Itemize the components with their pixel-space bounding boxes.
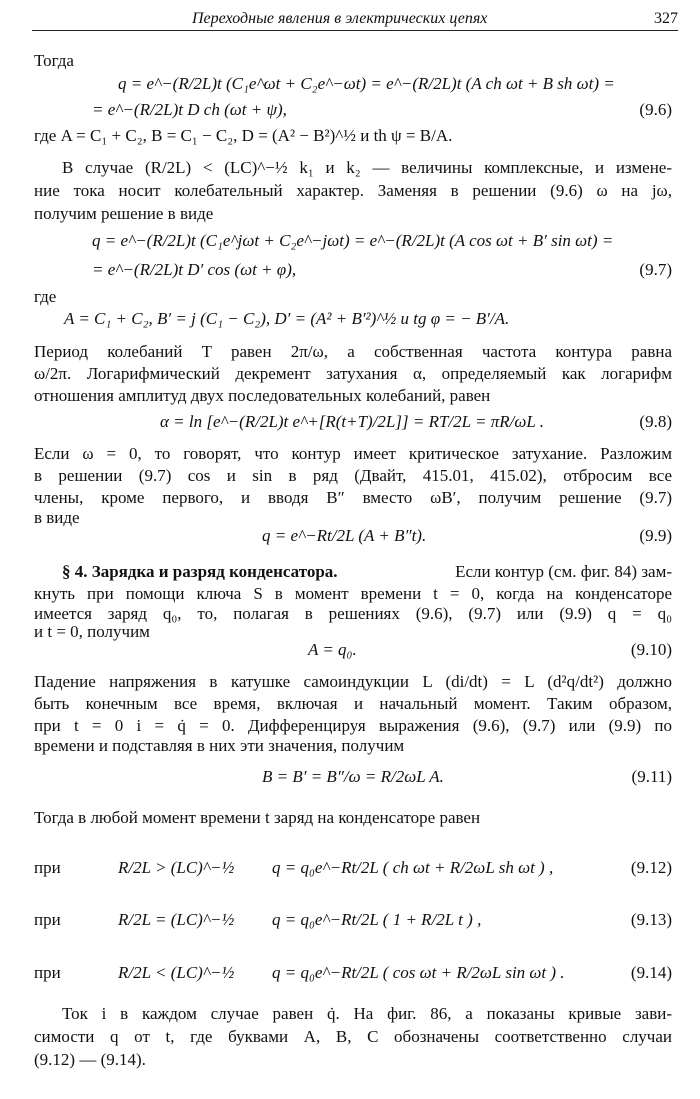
equation-number: (9.6): [639, 100, 672, 119]
section-heading-line: [34, 562, 672, 582]
equation-9-6-line2: = e^−(R/2L)t D ch (ωt + ψ),: [92, 100, 287, 119]
text-line: В случае (R/2L) < (LC)^−½ k₁ и k₂ — величины комплексные, и измене-: [62, 158, 672, 177]
running-header: [32, 8, 678, 31]
case-condition-9-12: R/2L > (LC)^−½: [118, 858, 235, 877]
text-line: Падение напряжения в катушке самоиндукции L (di/dt) = L (d²q/dt²) должно: [34, 672, 672, 691]
text-line: члены, кроме первого, и вводя B″ вместо ωB′, получим решение (9.7): [34, 488, 672, 507]
equation-number: (9.12): [630, 858, 672, 877]
text-line: в виде: [34, 508, 80, 527]
equation-number: (9.8): [639, 412, 672, 431]
text-line: при t = 0 i = q̇ = 0. Дифференцируя выражения (9.6), (9.7) или (9.9) по: [34, 716, 672, 735]
text-line: Ток i в каждом случае равен q̇. На фиг. 86, a показаны кривые зави-: [62, 1004, 672, 1023]
equation-number: (9.10): [630, 640, 672, 659]
equation-9-9: q = e^−Rt/2L (A + B″t).: [262, 526, 427, 545]
case-condition-9-14: R/2L < (LC)^−½: [118, 963, 235, 982]
header-title: Переходные явления в электрических цепях: [192, 10, 488, 27]
equation-number: (9.11): [631, 767, 672, 786]
text-line: кнуть при помощи ключа S в момент времени t = 0, когда на конденсаторе: [34, 584, 672, 603]
text-line: получим решение в виде: [34, 204, 214, 223]
text-line: где A = C₁ + C₂, B = C₁ − C₂, D = (A² − B²)^½ и th ψ = B/A.: [34, 126, 453, 145]
equation-number: (9.9): [639, 526, 672, 545]
text-line: ω/2π. Логарифмический декремент затухания α, определяемый как логарифм: [34, 364, 672, 383]
text-line: имеется заряд q₀, то, полагая в решениях (9.6), (9.7) или (9.9) q = q₀: [34, 604, 672, 623]
text-line: времени и подставляя в них эти значения, получим: [34, 736, 405, 755]
equation-number: (9.7): [639, 260, 672, 279]
text-line: (9.12) — (9.14).: [34, 1050, 146, 1069]
text-line: и t = 0, получим: [34, 622, 150, 641]
text-line: Если ω = 0, то говорят, что контур имеет критическое затухание. Разложим: [34, 444, 672, 463]
text-line: Период колебаний T равен 2π/ω, а собственная частота контура равна: [34, 342, 672, 361]
equation-number: (9.13): [630, 910, 672, 929]
text-line: где: [34, 287, 57, 306]
section-title: § 4. Зарядка и разряд конденсатора.: [62, 562, 338, 581]
equation-9-7-line2: = e^−(R/2L)t D′ cos (ωt + φ),: [92, 260, 297, 279]
case-label: при: [34, 963, 61, 982]
equation-9-6-line1: q = e^−(R/2L)t (C₁e^ωt + C₂e^−ωt) = e^−(R/2L)t (A ch ωt + B sh ωt) =: [118, 74, 615, 93]
text-line: симости q от t, где буквами A, B, C обозначены соответственно случаи: [34, 1027, 672, 1046]
text-line: быть конечным все время, включая и начальный момент. Таким образом,: [34, 694, 672, 713]
formula-9-13: q = q₀e^−Rt/2L ( 1 + R/2L t ) ,: [272, 910, 482, 929]
text-line: ние тока носит колебательный характер. Заменяя в решении (9.6) ω на jω,: [34, 181, 672, 200]
equation-definitions: A = C₁ + C₂, B′ = j (C₁ − C₂), D′ = (A² + B′²)^½ и tg φ = − B′/A.: [64, 309, 510, 328]
case-label: при: [34, 858, 61, 877]
equation-number: (9.14): [630, 963, 672, 982]
text-line: отношения амплитуд двух последовательных колебаний, равен: [34, 386, 491, 405]
equation-9-8: α = ln [e^−(R/2L)t e^+[R(t+T)/2L]] = RT/2L = πR/ωL .: [160, 412, 545, 431]
case-label: при: [34, 910, 61, 929]
equation-9-7-line1: q = e^−(R/2L)t (C₁e^jωt + C₂e^−jωt) = e^−(R/2L)t (A cos ωt + B′ sin ωt) =: [92, 231, 614, 250]
text-fragment: Если контур (см. фиг. 84) зам-: [455, 562, 672, 581]
formula-9-12: q = q₀e^−Rt/2L ( ch ωt + R/2ωL sh ωt ) ,: [272, 858, 554, 877]
text-line: Тогда в любой момент времени t заряд на конденсаторе равен: [34, 808, 481, 827]
equation-9-10: A = q₀.: [308, 640, 357, 659]
case-condition-9-13: R/2L = (LC)^−½: [118, 910, 235, 929]
text-line: Тогда: [34, 51, 74, 70]
formula-9-14: q = q₀e^−Rt/2L ( cos ωt + R/2ωL sin ωt ) .: [272, 963, 565, 982]
page-number: 327: [654, 10, 678, 27]
equation-9-11: B = B′ = B″/ω = R/2ωL A.: [262, 767, 444, 786]
text-line: в решении (9.7) cos и sin в ряд (Двайт, 415.01, 415.02), отбросим все: [34, 466, 672, 485]
